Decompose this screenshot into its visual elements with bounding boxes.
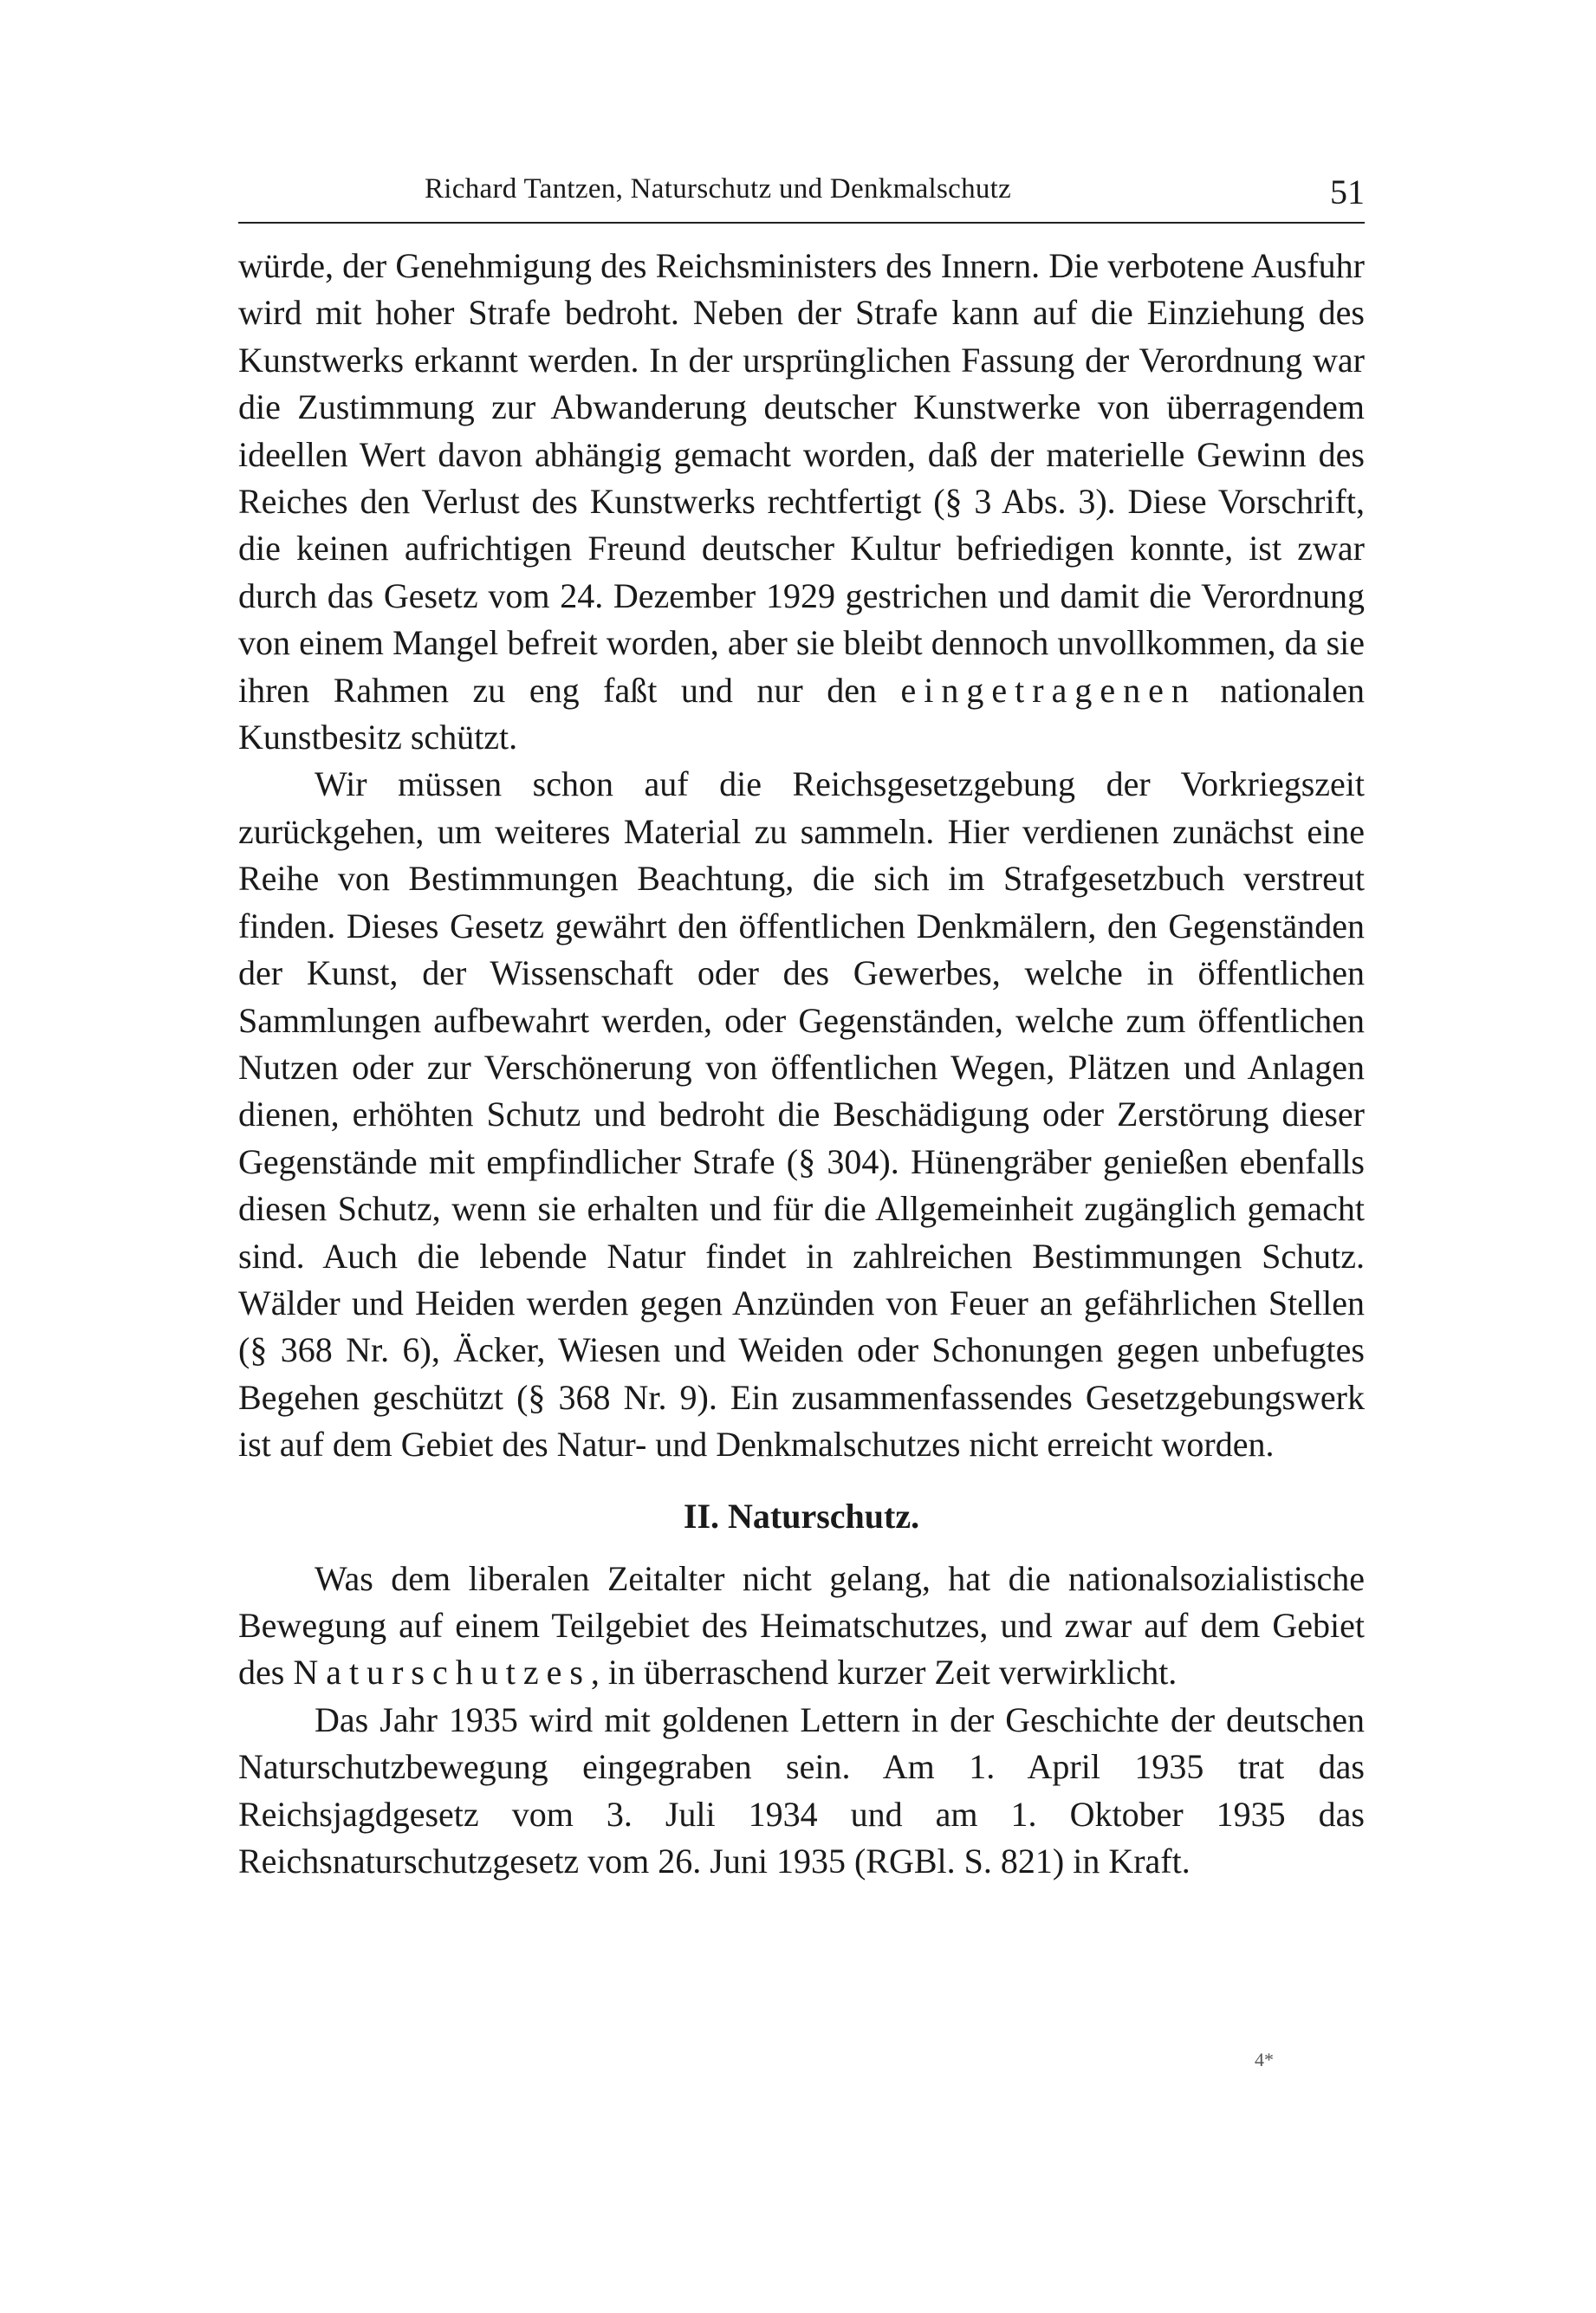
- body-text: [238, 243, 1365, 1885]
- paragraph-4: Das Jahr 1935 wird mit goldenen Lettern in der Geschichte der deutschen Naturschutzbewegung eingegraben sein. Am 1. April 1935 trat das Reichsjagdgesetz vom 3. Juli 1934 und am 1. Oktober 1935 das Reichsnaturschutzgesetz vom 26. Juni 1935 (RGBl. S. 821) in Kraft.: [238, 1699, 1365, 1881]
- header-rule: [238, 222, 1365, 224]
- paragraph-3-text-a: Was dem liberalen Zeitalter nicht gelang, hat die nationalsozialistische Bewegung auf einem Teilgebiet des Heimatschutzes, und zwar auf dem Gebiet des: [238, 1558, 1365, 1693]
- paragraph-3: [238, 1556, 1365, 1697]
- running-title: Richard Tantzen, Naturschutz und Denkmalschutz: [425, 173, 1012, 205]
- paragraph-1-text-b: nationalen Kunstbesitz schützt.: [238, 670, 1365, 757]
- paragraph-3-spaced-word: Naturschutzes: [293, 1653, 591, 1693]
- paragraph-3-text-b: , in überraschend kurzer Zeit verwirklicht.: [590, 1653, 1178, 1693]
- paragraph-1: [238, 243, 1365, 761]
- paragraph-2: Wir müssen schon auf die Reichsgesetzgebung der Vorkriegszeit zurückgehen, um weiteres Material zu sammeln. Hier verdienen zunächst eine Reihe von Bestimmungen Beachtung, die sich im Strafgesetzbuch verstreut finden. Dieses Gesetz gewährt den öffentlichen Denkmälern, den Gegenständen der Kunst, der Wissenschaft oder des Gewerbes, welche in öffentlichen Sammlungen aufbewahrt werden, oder Gegenständen, welche zum öffentlichen Nutzen oder zur Verschönerung von öffentlichen Wegen, Plätzen und Anlagen dienen, erhöhten Schutz und bedroht die Beschädigung oder Zerstörung dieser Gegenstände mit empfindlicher Strafe (§ 304). Hünengräber genießen ebenfalls diesen Schutz, wenn sie erhalten und für die Allgemeinheit zugänglich gemacht sind. Auch die lebende Natur findet in zahlreichen Bestimmungen Schutz. Wälder und Heiden werden gegen Anzünden von Feuer an gefährlichen Stellen (§ 368 Nr. 6), Äcker, Wiesen und Weiden oder Schonungen gegen unbefugtes Begehen geschützt (§ 368 Nr. 9). Ein zusammenfassendes Gesetzgebungswerk ist auf dem Gebiet des Natur- und Denkmalschutzes nicht erreicht worden.: [238, 764, 1365, 1465]
- sheet-signature: 4*: [1255, 2049, 1274, 2070]
- paragraph-1-text-a: würde, der Genehmigung des Reichsministers des Innern. Die verbotene Ausfuhr wird mit hoher Strafe bedroht. Neben der Strafe kann auf die Einziehung des Kunstwerks erkannt werden. In der ursprünglichen Fassung der Verordnung war die Zustimmung zur Abwanderung deutscher Kunstwerke von überragendem ideellen Wert davon abhängig gemacht worden, daß der materielle Gewinn des Reiches den Verlust des Kunstwerks rechtfertigt (§ 3 Abs. 3). Diese Vorschrift, die keinen aufrichtigen Freund deutscher Kultur befriedigen konnte, ist zwar durch das Gesetz vom 24. Dezember 1929 gestrichen und damit die Verordnung von einem Mangel befreit worden, aber sie bleibt dennoch unvollkommen, da sie ihren Rahmen zu eng faßt und nur den: [238, 246, 1365, 710]
- section-heading: II. Naturschutz.: [683, 1496, 920, 1536]
- page-number: 51: [1330, 172, 1365, 211]
- paragraph-1-spaced-word: eingetragenen: [900, 670, 1197, 710]
- running-head: [238, 170, 1365, 218]
